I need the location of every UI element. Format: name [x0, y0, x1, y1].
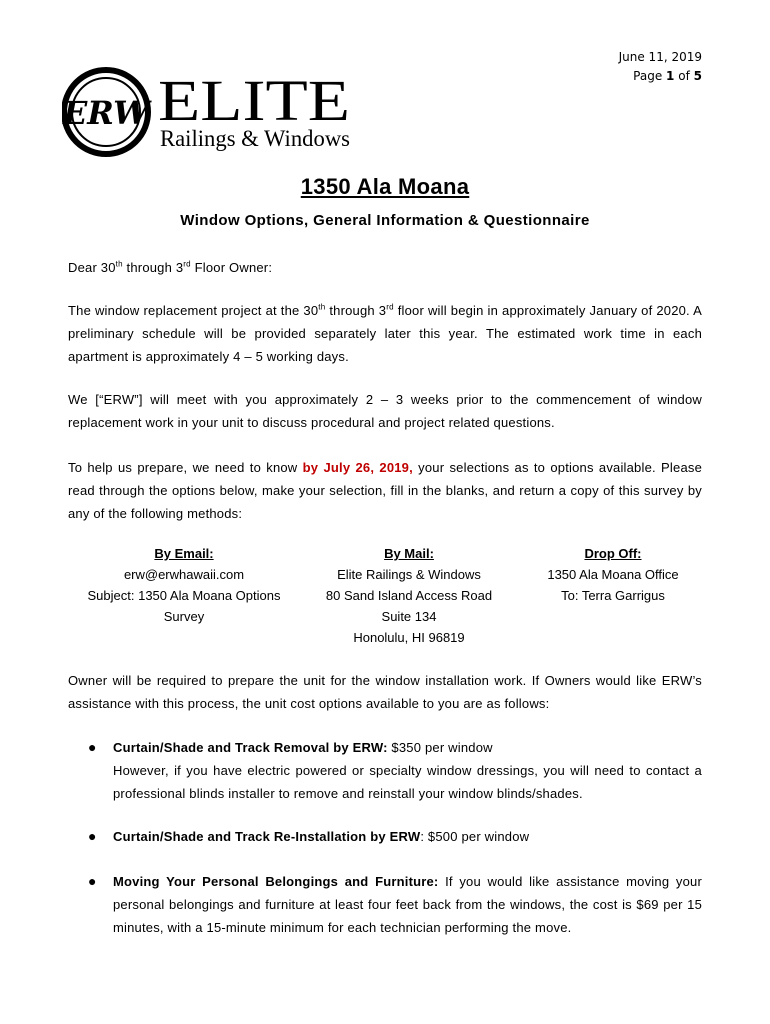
method-heading: Drop Off:: [584, 546, 642, 561]
method-heading: By Mail:: [384, 546, 434, 561]
method-heading: By Email:: [154, 546, 214, 561]
method-dropoff: Drop Off: 1350 Ala Moana Office To: Terra Garrigus: [524, 543, 702, 606]
page-header-info: [619, 48, 702, 86]
option-curtain-removal: ● Curtain/Shade and Track Removal by ERW: $350 per window However, if you have electric powered or specialty window dressings, you will need to contact a professional blinds installer to remove and reinstall your window blinds/shades.: [88, 736, 702, 805]
logo-monogram: ERW: [62, 94, 150, 132]
document-subtitle: Window Options, General Information & Questionnaire: [180, 212, 590, 229]
logo-tagline: Railings & Windows: [160, 126, 351, 151]
company-logo: [62, 66, 362, 158]
page-number: Page 1 of 5: [633, 69, 702, 83]
bullet-icon: ●: [88, 873, 97, 889]
email-address[interactable]: erw@erwhawaii.com: [123, 567, 245, 582]
option-curtain-reinstall: ● Curtain/Shade and Track Re-Installation by ERW: $500 per window: [88, 825, 702, 848]
paragraph-instructions: To help us prepare, we need to know by July 26, 2019, your selections as to options available. Please read through the options below, make your selection, fill in the blanks, and return a copy of this survey by any of the following methods:: [68, 460, 702, 521]
document-title: 1350 Ala Moana: [300, 174, 470, 199]
bullet-icon: ●: [88, 739, 97, 755]
logo-name: ELITE: [158, 68, 350, 133]
document-date: June 11, 2019: [618, 50, 702, 64]
bullet-icon: ●: [88, 828, 97, 844]
logo-graphic: [62, 66, 362, 158]
salutation: Dear 30th through 3rd Floor Owner:: [68, 259, 273, 275]
paragraph-schedule: The window replacement project at the 30th through 3rd floor will begin in approximately January of 2020. A preliminary schedule will be provided separately later this year. The estimated work time in each apartment is approximately 4 – 5 working days.: [68, 302, 702, 364]
option-moving-belongings: ● Moving Your Personal Belongings and Furniture: If you would like assistance moving your personal belongings and furniture at least four feet back from the windows, the cost is $69 per 15 minutes, with a 15-minute minimum for each technician performing the move.: [88, 870, 702, 939]
paragraph-meeting: We [“ERW”] will meet with you approximately 2 – 3 weeks prior to the commencement of window replacement work in your unit to discuss procedural and project related questions.: [68, 392, 702, 430]
method-mail: By Mail: Elite Railings & Windows 80 Sand Island Access Road Suite 134 Honolulu, HI 96819: [304, 543, 514, 648]
deadline-text: by July 26, 2019,: [302, 460, 413, 475]
method-email: By Email: erw@erwhawaii.com Subject: 1350 Ala Moana Options Survey: [68, 543, 300, 627]
paragraph-preparation: Owner will be required to prepare the unit for the window installation work. If Owners would like ERW’s assistance with this process, the unit cost options available to you are as follows:: [68, 673, 702, 711]
